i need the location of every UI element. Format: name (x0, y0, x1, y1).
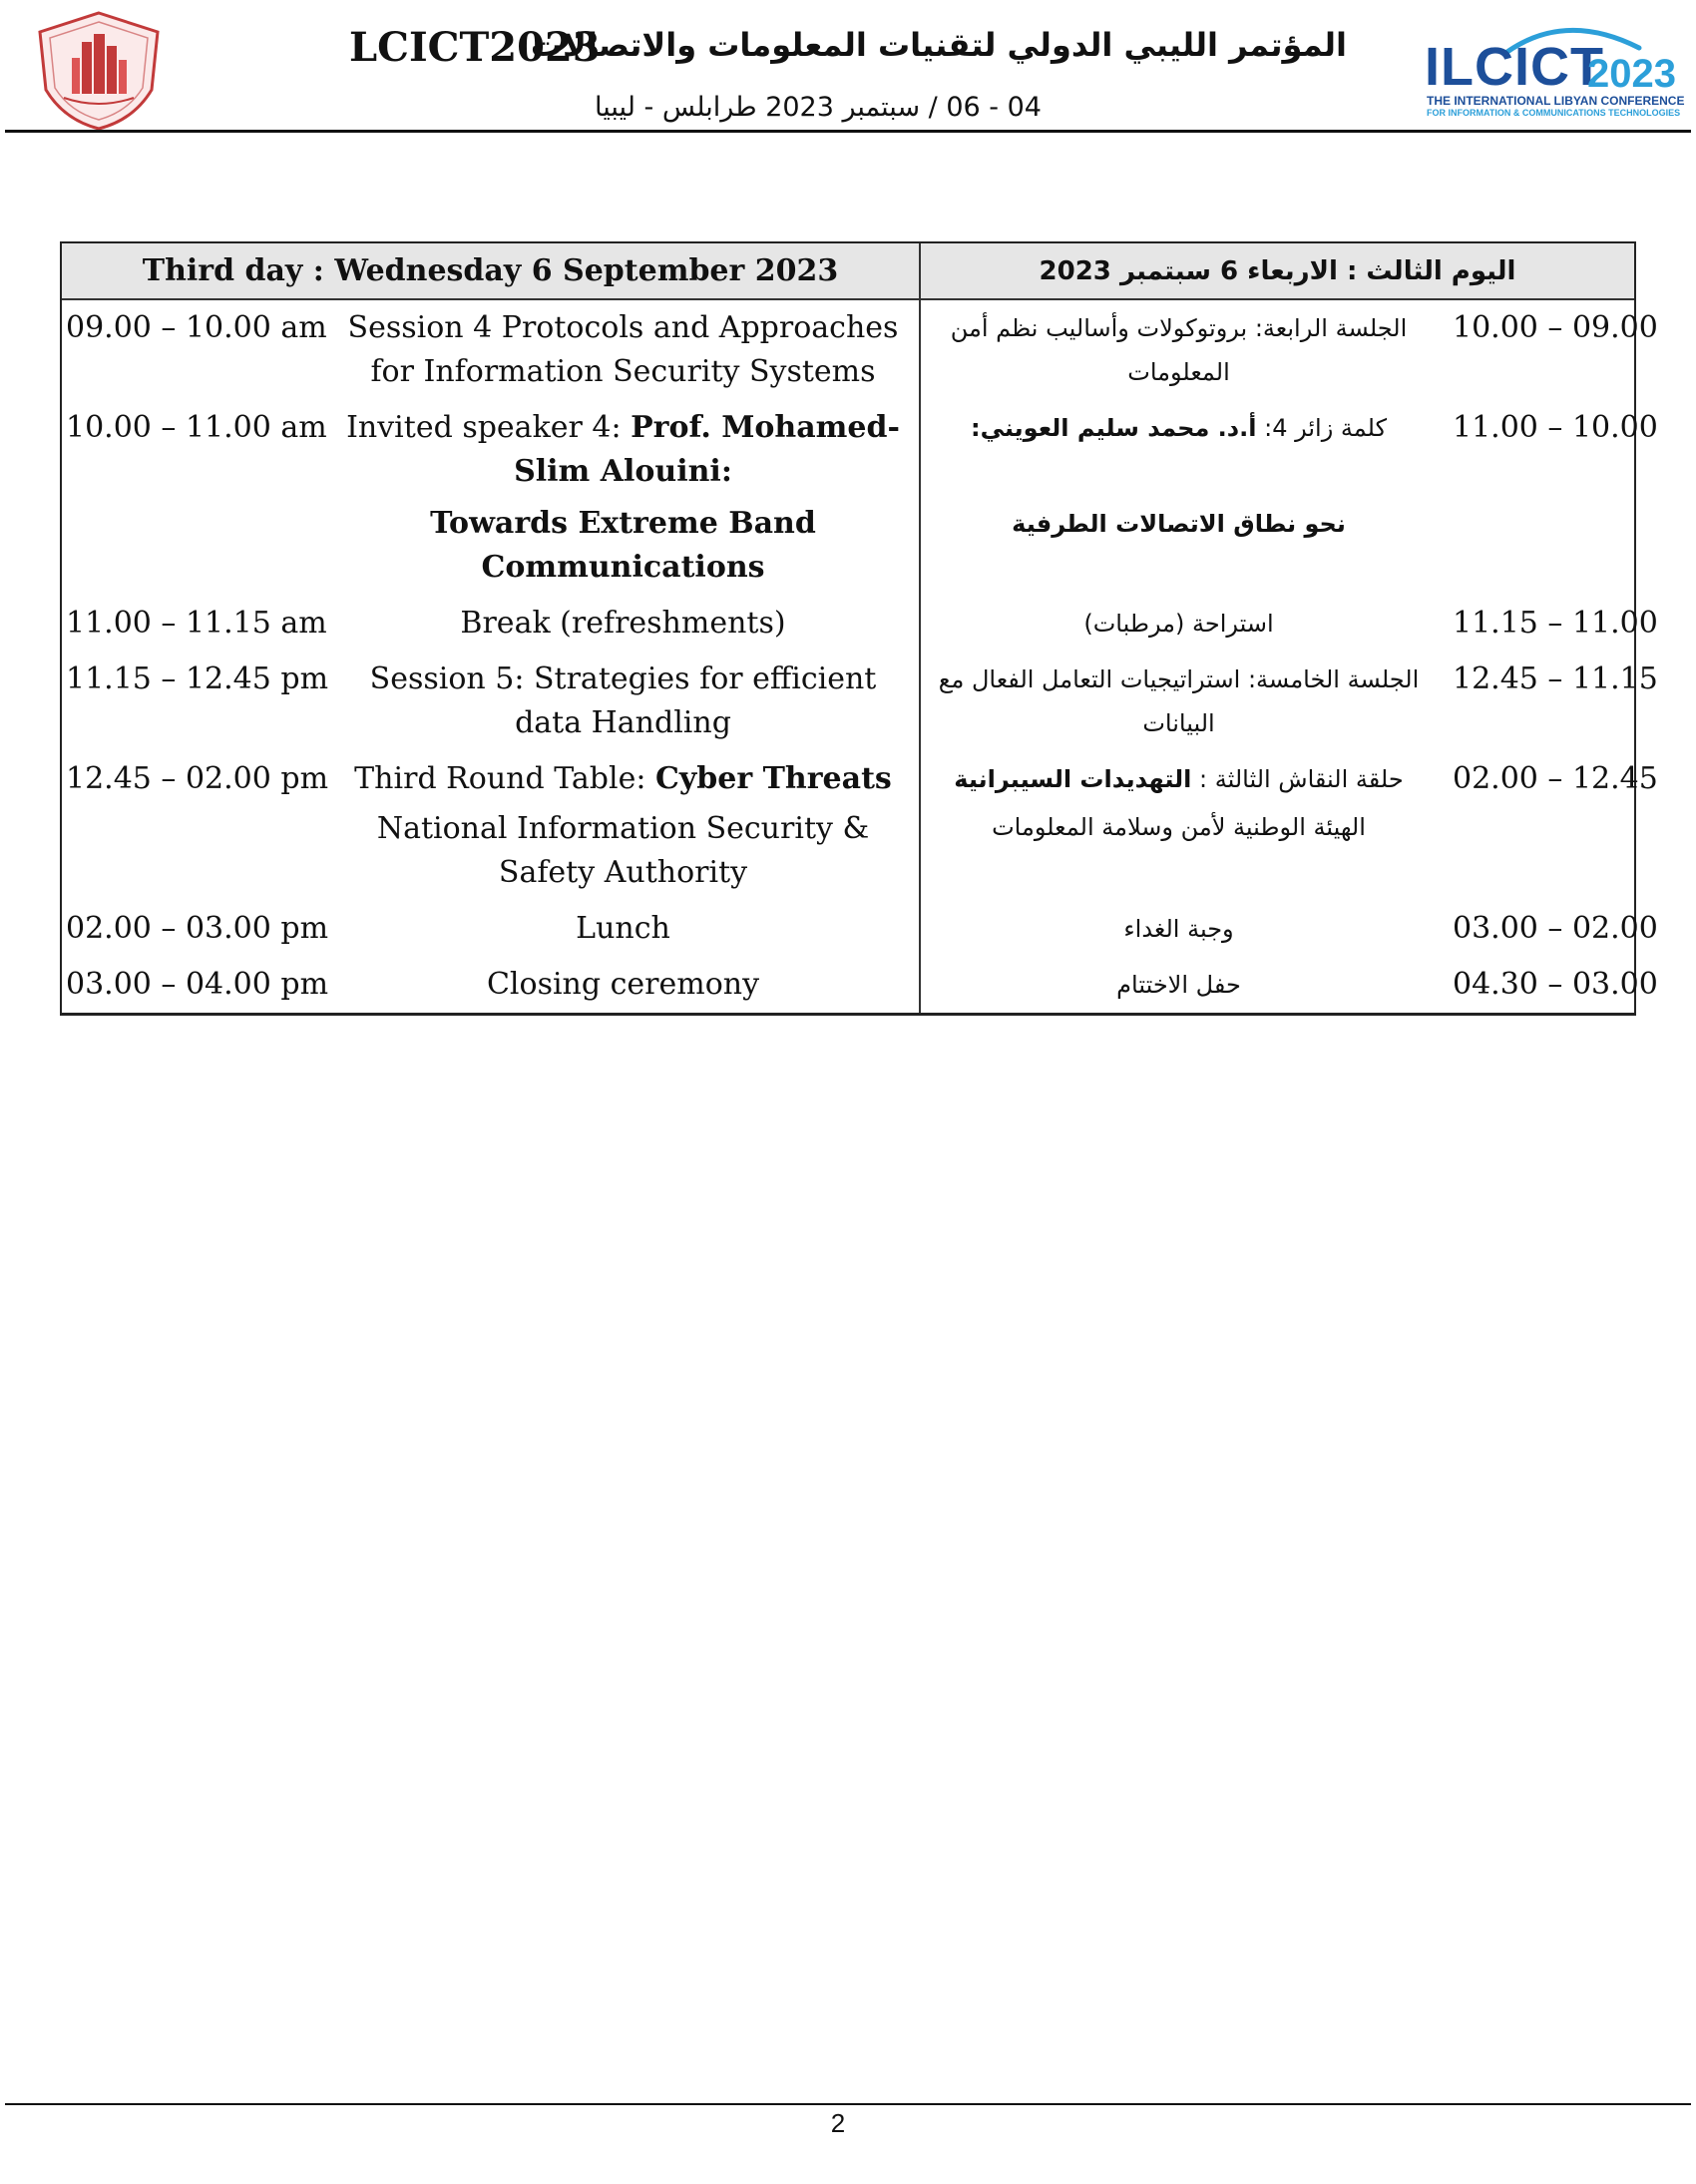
row-en-cell (62, 300, 921, 400)
time-ar: 10.00 – 09.00 (1453, 310, 1658, 345)
time-en: 12.45 – 02.00 pm (66, 761, 329, 796)
title-ar: حفل الاختتام (1116, 971, 1241, 999)
time-en: 02.00 – 03.00 pm (66, 911, 329, 946)
table-row (62, 596, 1658, 652)
organizer-en: National Information Security & Safety Authority (376, 811, 870, 890)
row-ar-cell (921, 652, 1658, 751)
title-en-plain: Third Round Table: (354, 761, 655, 796)
time-en: 10.00 – 11.00 am (66, 410, 327, 445)
conference-code: LCICT2023 (349, 24, 601, 71)
table-row (62, 400, 1658, 596)
row-en-cell (62, 957, 921, 1013)
speaker-name-en: Prof. Mohamed-Slim Alouini: (514, 410, 900, 489)
row-en-cell (62, 901, 921, 957)
title-ar-plain: كلمة زائر 4: (1256, 414, 1388, 442)
time-ar: 04.30 – 03.00 (1453, 967, 1658, 1002)
day-heading-ar: اليوم الثالث : الاربعاء 6 سبتمبر 2023 (1039, 255, 1516, 286)
footer-divider (5, 2103, 1691, 2105)
logo-word: ILCICT (1425, 37, 1604, 97)
row-en-cell (62, 400, 921, 596)
time-ar: 02.00 – 12.45 (1453, 761, 1658, 796)
topic-en: Cyber Threats (654, 761, 892, 796)
title-en: Session 4 Protocols and Approaches for Information Security Systems (347, 310, 899, 389)
table-header-row (62, 243, 1634, 300)
title-ar: الجلسة الخامسة: استراتيجيات التعامل الفعال مع البيانات (938, 665, 1420, 737)
time-en: 03.00 – 04.00 pm (66, 967, 329, 1002)
title-en: Closing ceremony (486, 967, 760, 1002)
time-ar: 11.00 – 10.00 (1453, 410, 1658, 445)
table-row (62, 751, 1658, 901)
row-en-cell (62, 751, 921, 901)
title-ar (921, 757, 1437, 895)
title-en: Break (refreshments) (460, 606, 786, 641)
university-seal-logo (34, 10, 164, 132)
row-en-cell (62, 652, 921, 751)
day-heading-en: Third day : Wednesday 6 September 2023 (142, 253, 839, 288)
title-en (339, 757, 919, 895)
talk-title-en: Towards Extreme Band Communications (430, 506, 816, 585)
title-ar: وجبة الغداء (1123, 915, 1234, 943)
header-title (339, 22, 1347, 82)
time-ar: 12.45 – 11.15 (1453, 661, 1658, 696)
row-ar-cell (921, 300, 1658, 400)
header-divider (5, 130, 1691, 133)
time-en: 11.00 – 11.15 am (66, 606, 327, 641)
time-en: 11.15 – 12.45 pm (66, 661, 329, 696)
schedule-table (60, 241, 1658, 1016)
title-en: Lunch (576, 911, 670, 946)
row-ar-cell (921, 751, 1658, 901)
ilcict-logo (1425, 18, 1685, 118)
header-cell-en (62, 243, 921, 298)
header-cell-ar (921, 243, 1634, 298)
row-ar-cell (921, 400, 1658, 596)
table-row (62, 901, 1658, 957)
conference-name-ar: المؤتمر الليبي الدولي لتقنيات المعلومات والاتصالات (530, 26, 1347, 64)
logo-subtitle-1: THE INTERNATIONAL LIBYAN CONFERENCE (1427, 94, 1685, 108)
time-ar: 11.15 – 11.00 (1453, 606, 1658, 641)
title-ar (921, 406, 1437, 590)
time-ar: 03.00 – 02.00 (1453, 911, 1658, 946)
title-ar: الجلسة الرابعة: بروتوكولات وأساليب نظم أمن المعلومات (950, 314, 1408, 386)
row-ar-cell (921, 901, 1658, 957)
table-row (62, 957, 1658, 1013)
conference-date-ar: 04 - 06 / سبتمبر 2023 طرابلس - ليبيا (595, 92, 1042, 123)
logo-year: 2023 (1587, 52, 1676, 96)
row-ar-cell (921, 596, 1658, 652)
title-en (339, 406, 919, 590)
page-header (0, 0, 1696, 135)
logo-subtitle-2: FOR INFORMATION & COMMUNICATIONS TECHNOLOGIES (1427, 108, 1681, 118)
row-en-cell (62, 596, 921, 652)
table-row (62, 300, 1658, 400)
title-en-plain: Invited speaker 4: (346, 410, 632, 445)
table-row (62, 652, 1658, 751)
organizer-ar: الهيئة الوطنية لأمن وسلامة المعلومات (992, 813, 1366, 841)
talk-title-ar: نحو نطاق الاتصالات الطرفية (1012, 510, 1346, 538)
title-ar: استراحة (مرطبات) (1083, 610, 1274, 638)
title-ar-plain: حلقة النقاش الثالثة : (1191, 765, 1404, 793)
page-number: 2 (830, 2108, 846, 2138)
time-en: 09.00 – 10.00 am (66, 310, 327, 345)
speaker-name-ar: أ.د. محمد سليم العويني: (970, 414, 1257, 442)
topic-ar: التهديدات السيبرانية (954, 765, 1192, 793)
title-en: Session 5: Strategies for efficient data Handling (369, 661, 877, 740)
row-ar-cell (921, 957, 1658, 1013)
